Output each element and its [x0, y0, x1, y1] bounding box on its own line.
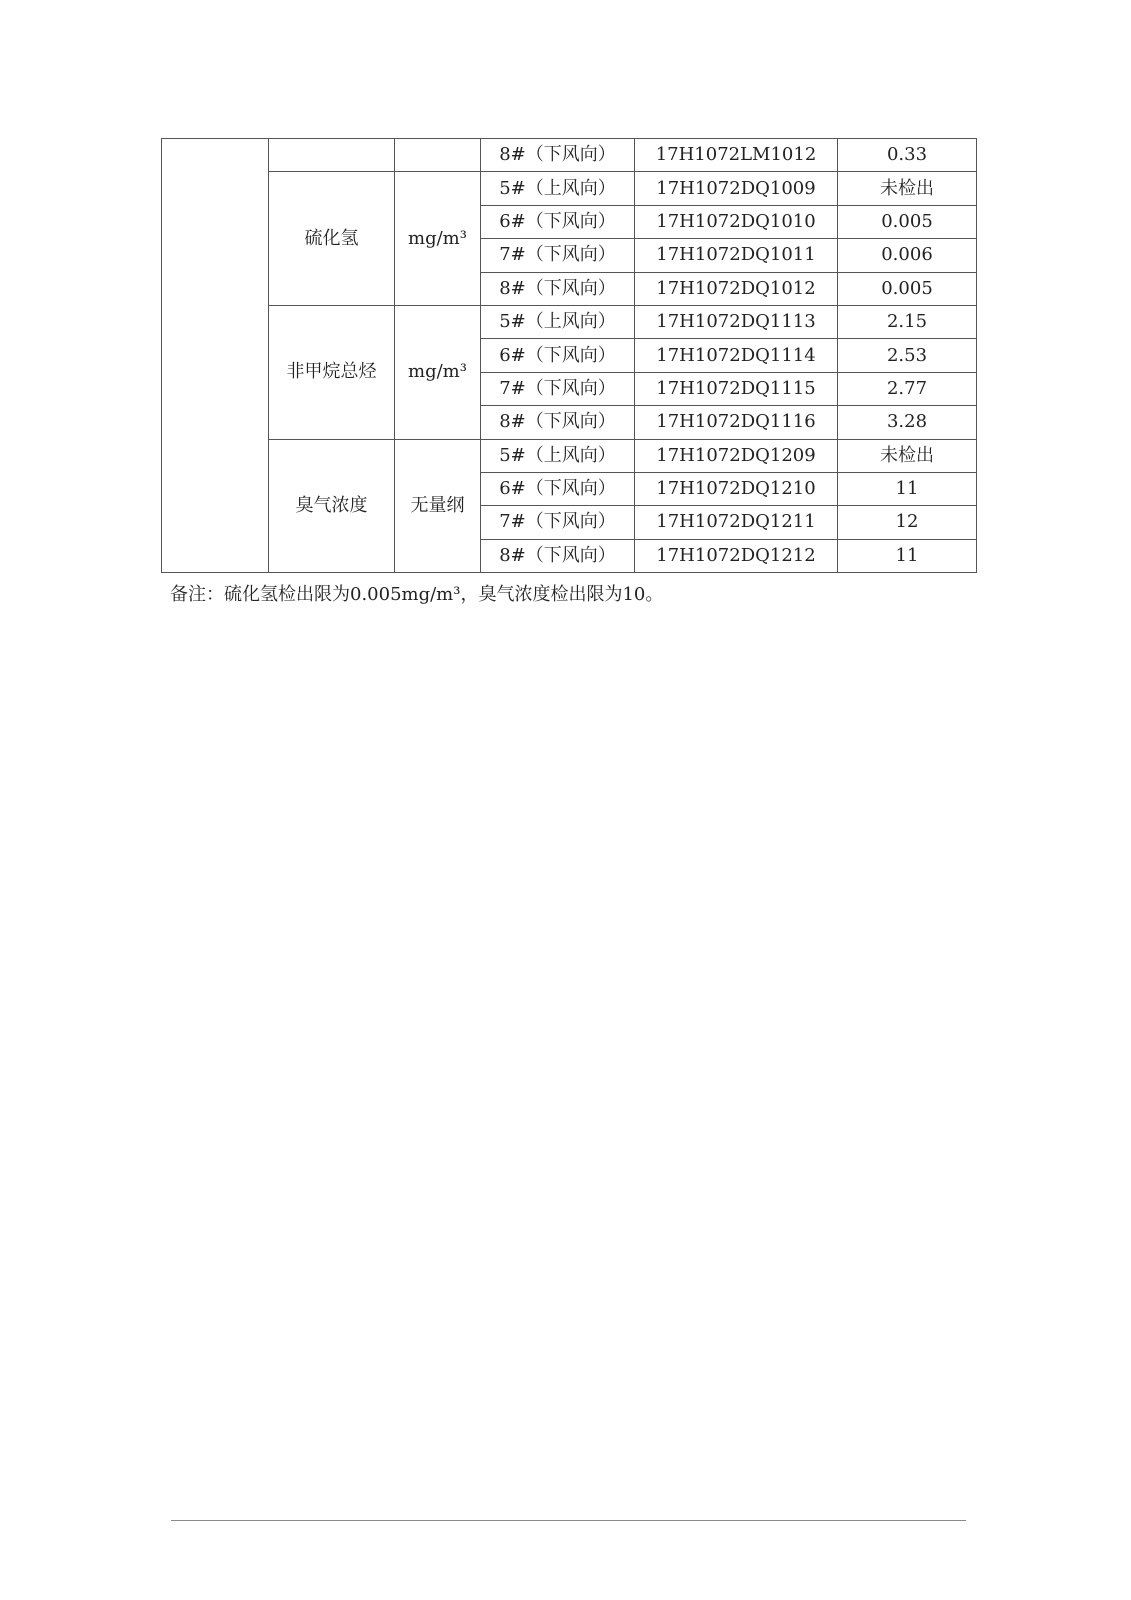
result-cell: 未检出	[838, 172, 977, 205]
point-cell: 5#（上风向）	[481, 172, 635, 205]
sample-id-cell: 17H1072DQ1009	[635, 172, 838, 205]
table-note: 备注：硫化氢检出限为0.005mg/m³，臭气浓度检出限为10。	[170, 584, 664, 605]
sample-id-cell: 17H1072LM1012	[635, 139, 838, 172]
sample-id-cell: 17H1072DQ1012	[635, 272, 838, 305]
point-cell: 8#（下风向）	[481, 272, 635, 305]
sample-id-cell: 17H1072DQ1211	[635, 506, 838, 539]
result-cell: 0.005	[838, 272, 977, 305]
point-cell: 7#（下风向）	[481, 372, 635, 405]
point-cell: 6#（下风向）	[481, 472, 635, 505]
point-cell: 8#（下风向）	[481, 406, 635, 439]
sample-id-cell: 17H1072DQ1115	[635, 372, 838, 405]
result-cell: 2.53	[838, 339, 977, 372]
sample-id-cell: 17H1072DQ1113	[635, 305, 838, 338]
sample-id-cell: 17H1072DQ1210	[635, 472, 838, 505]
result-cell: 3.28	[838, 406, 977, 439]
sample-id-cell: 17H1072DQ1114	[635, 339, 838, 372]
sample-id-cell: 17H1072DQ1116	[635, 406, 838, 439]
point-cell: 8#（下风向）	[481, 539, 635, 572]
item-cell: 非甲烷总烃	[269, 305, 395, 439]
table-row	[162, 139, 977, 172]
point-cell: 5#（上风向）	[481, 439, 635, 472]
point-cell: 6#（下风向）	[481, 339, 635, 372]
item-cell: 硫化氢	[269, 172, 395, 306]
point-cell: 6#（下风向）	[481, 205, 635, 238]
monitoring-results-table	[161, 138, 977, 573]
category-cell	[162, 139, 269, 573]
result-cell: 0.33	[838, 139, 977, 172]
point-cell: 7#（下风向）	[481, 506, 635, 539]
result-cell: 2.77	[838, 372, 977, 405]
result-cell: 0.006	[838, 239, 977, 272]
point-cell: 5#（上风向）	[481, 305, 635, 338]
sample-id-cell: 17H1072DQ1011	[635, 239, 838, 272]
sample-id-cell: 17H1072DQ1209	[635, 439, 838, 472]
sample-id-cell: 17H1072DQ1212	[635, 539, 838, 572]
footer-rule	[171, 1520, 966, 1521]
sample-id-cell: 17H1072DQ1010	[635, 205, 838, 238]
result-cell: 2.15	[838, 305, 977, 338]
result-cell: 11	[838, 539, 977, 572]
table-row	[162, 439, 977, 472]
result-cell: 11	[838, 472, 977, 505]
item-cell: 臭气浓度	[269, 439, 395, 573]
result-cell: 未检出	[838, 439, 977, 472]
point-cell: 7#（下风向）	[481, 239, 635, 272]
unit-cell	[395, 139, 481, 172]
result-cell: 0.005	[838, 205, 977, 238]
table-row	[162, 172, 977, 205]
table-row	[162, 305, 977, 338]
unit-cell: mg/m³	[395, 305, 481, 439]
point-cell: 8#（下风向）	[481, 139, 635, 172]
item-cell	[269, 139, 395, 172]
unit-cell: mg/m³	[395, 172, 481, 306]
result-cell: 12	[838, 506, 977, 539]
unit-cell: 无量纲	[395, 439, 481, 573]
